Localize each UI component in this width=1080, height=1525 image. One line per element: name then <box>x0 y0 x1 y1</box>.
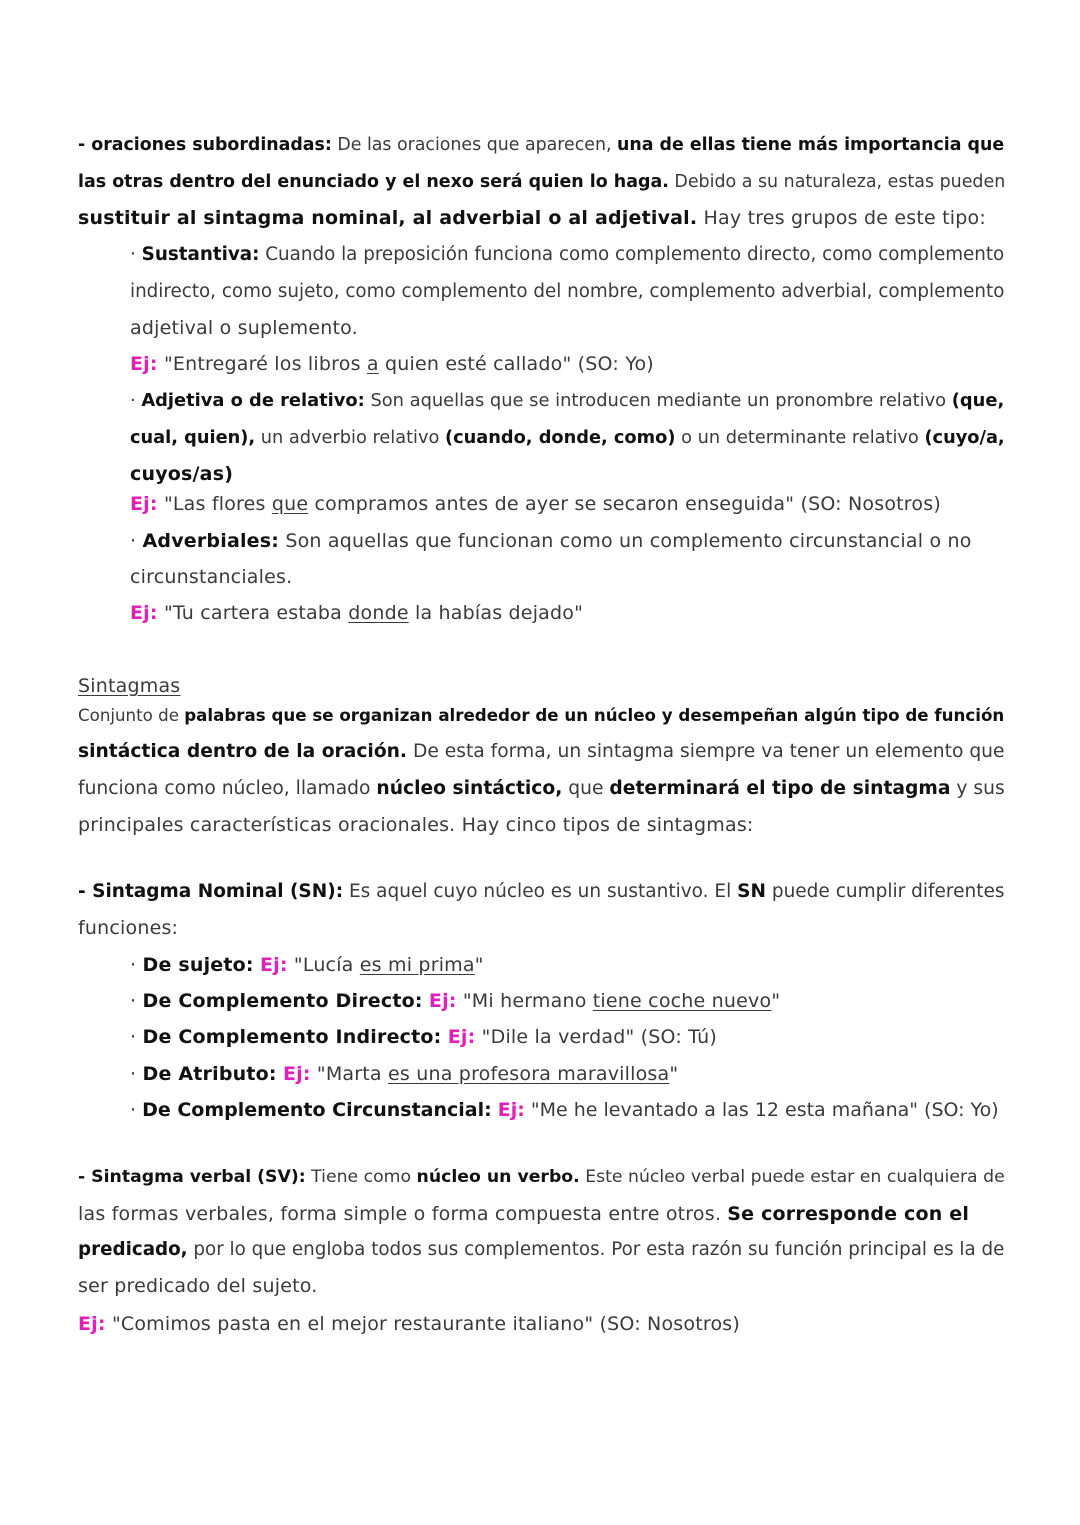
bold-text: cuyos/as) <box>130 463 234 485</box>
text-segment: funciones: <box>78 917 179 939</box>
text-line <box>78 1201 969 1227</box>
example-label: Ej: <box>282 1063 311 1085</box>
text-line <box>130 461 233 487</box>
text-line <box>130 952 484 978</box>
bold-text: cual, quien), <box>130 428 256 448</box>
text-line <box>78 739 1005 765</box>
text-segment: quien esté callado" (SO: Yo) <box>378 353 654 375</box>
text-segment: " <box>474 954 484 976</box>
text-line <box>78 776 1005 802</box>
text-line <box>130 242 1004 268</box>
text-line <box>130 1061 678 1087</box>
text-line <box>130 279 1004 305</box>
text-segment: o un determinante relativo <box>675 428 925 448</box>
underlined-text: a <box>366 353 379 375</box>
bold-text: De Atributo: <box>142 1063 277 1085</box>
example-label: Ej: <box>130 602 158 624</box>
text-segment: Este núcleo verbal puede estar en cualquiera de <box>579 1167 1005 1187</box>
underlined-text: es una profesora maravillosa <box>388 1063 670 1085</box>
text-segment: De esta forma, un sintagma siempre va tener un elemento que <box>407 741 1005 762</box>
bold-text: predicado, <box>78 1239 188 1260</box>
bold-text: Se corresponde con el <box>727 1203 970 1225</box>
text-line <box>130 564 292 590</box>
text-segment: y sus <box>950 778 1005 799</box>
text-line <box>78 879 1004 905</box>
text-segment: puede cumplir diferentes <box>765 881 1005 902</box>
bold-text: Sustantiva: <box>141 244 260 265</box>
text-segment: Conjunto de <box>78 706 185 725</box>
text-segment: indirecto, como sujeto, como complemento del nombre, complemento adverbial, complemento <box>130 281 1005 302</box>
text-segment: Es aquel cuyo núcleo es un sustantivo. El <box>343 881 738 902</box>
text-segment: Cuando la preposición funciona como complemento directo, como complemento <box>259 244 1005 265</box>
text-segment: · <box>130 1099 143 1121</box>
text-segment: compramos antes de ayer se secaron enseguida" (SO: Nosotros) <box>308 493 941 515</box>
example-label: Ej: <box>259 954 288 976</box>
text-line <box>130 315 358 341</box>
text-segment: un adverbio relativo <box>255 428 445 448</box>
text-line <box>130 600 583 626</box>
bold-text: (cuyo/a, <box>924 428 1005 448</box>
bold-text: De Complemento Indirecto: <box>142 1026 442 1048</box>
text-line <box>130 1024 717 1050</box>
underlined-text: tiene coche nuevo <box>592 990 772 1012</box>
text-segment: la habías dejado" <box>408 602 584 624</box>
text-segment: Tiene como <box>305 1167 417 1187</box>
text-line <box>78 1311 740 1337</box>
text-line <box>130 425 1005 451</box>
bold-text: (cuando, donde, como) <box>445 428 676 448</box>
text-line <box>78 915 178 941</box>
text-segment: · <box>130 244 142 265</box>
text-segment: " <box>669 1063 679 1085</box>
bold-text: sustituir al sintagma nominal, al adverbial o al adjetival. <box>78 207 698 229</box>
text-line <box>130 351 654 377</box>
text-segment: "Me he levantado a las 12 esta mañana" (SO: Yo) <box>524 1099 999 1121</box>
example-label: Ej: <box>130 353 158 375</box>
text-line <box>78 1273 318 1299</box>
text-segment: "Lucía <box>287 954 360 976</box>
bold-text: Adjetiva o de relativo: <box>141 390 365 411</box>
text-line <box>130 988 780 1014</box>
text-segment: "Tu cartera estaba <box>157 602 349 624</box>
text-segment: · <box>130 1063 143 1085</box>
text-segment: "Marta <box>310 1063 389 1085</box>
bold-text: - Sintagma Nominal (SN): <box>78 881 344 902</box>
underlined-text: es mi prima <box>359 954 475 976</box>
text-segment: ser predicado del sujeto. <box>78 1275 318 1297</box>
text-segment: " <box>771 990 781 1012</box>
text-segment: Son aquellas que funcionan como un complemento circunstancial o no <box>279 530 972 552</box>
text-line <box>78 205 986 231</box>
text-line <box>130 528 972 554</box>
bold-text: Adverbiales: <box>142 530 280 552</box>
bold-text: - Sintagma verbal (SV): <box>78 1167 306 1187</box>
text-line <box>78 703 1004 729</box>
text-line <box>78 1164 1005 1190</box>
text-segment: · <box>130 1026 143 1048</box>
text-line <box>78 1237 1004 1263</box>
text-segment: · <box>130 390 142 411</box>
bold-text: palabras que se organizan alrededor de un núcleo y desempeñan algún tipo de función <box>184 706 1005 725</box>
text-line <box>130 388 1004 414</box>
example-label: Ej: <box>497 1099 525 1121</box>
example-label: Ej: <box>78 1313 106 1335</box>
bold-text: De sujeto: <box>142 954 254 976</box>
underlined-text: donde <box>348 602 409 624</box>
text-line <box>78 812 754 838</box>
text-segment: "Las flores <box>157 493 272 515</box>
bold-text: una de ellas tiene más importancia que <box>617 135 1005 155</box>
text-line <box>78 169 1005 195</box>
bold-text: núcleo un verbo. <box>416 1167 580 1187</box>
text-segment: "Mi hermano <box>456 990 593 1012</box>
bold-text: las otras dentro del enunciado y el nexo será quien lo haga. <box>78 172 669 192</box>
text-segment: Son aquellas que se introducen mediante un pronombre relativo <box>364 390 952 411</box>
text-segment: principales características oracionales. Hay cinco tipos de sintagmas: <box>78 814 754 836</box>
underlined-text: que <box>271 493 309 515</box>
text-line <box>130 491 941 517</box>
text-segment: Debido a su naturaleza, estas pueden <box>668 172 1006 192</box>
text-segment: circunstanciales. <box>130 566 293 588</box>
text-segment: las formas verbales, forma simple o forma compuesta entre otros. <box>78 1203 728 1225</box>
text-segment: · <box>130 990 143 1012</box>
text-segment: "Comimos pasta en el mejor restaurante italiano" (SO: Nosotros) <box>105 1313 740 1335</box>
bold-text: - oraciones subordinadas: <box>78 135 332 155</box>
bold-text: SN <box>737 881 766 902</box>
text-segment: Hay tres grupos de este tipo: <box>697 207 986 229</box>
text-segment: adjetival o suplemento. <box>130 317 358 339</box>
bold-text: De Complemento Directo: <box>142 990 423 1012</box>
example-label: Ej: <box>428 990 457 1012</box>
example-label: Ej: <box>447 1026 476 1048</box>
example-label: Ej: <box>130 493 158 515</box>
text-segment: · <box>130 954 143 976</box>
bold-text: determinará el tipo de sintagma <box>609 778 951 799</box>
text-segment: que <box>562 778 610 799</box>
text-segment: · <box>130 530 143 552</box>
bold-text: (que, <box>951 390 1005 411</box>
text-segment: funciona como núcleo, llamado <box>78 778 377 799</box>
text-line <box>130 1097 999 1123</box>
text-segment: por lo que engloba todos sus complementos. Por esta razón su función principal es la de <box>187 1239 1005 1260</box>
text-segment: De las oraciones que aparecen, <box>331 135 618 155</box>
bold-text: sintáctica dentro de la oración. <box>78 741 408 762</box>
text-segment: "Dile la verdad" (SO: Tú) <box>475 1026 717 1048</box>
text-line <box>78 132 1004 158</box>
text-segment: "Entregaré los libros <box>157 353 367 375</box>
text-line <box>78 673 180 699</box>
bold-text: núcleo sintáctico, <box>376 778 563 799</box>
bold-text: De Complemento Circunstancial: <box>142 1099 492 1121</box>
underlined-text: Sintagmas <box>78 675 181 697</box>
